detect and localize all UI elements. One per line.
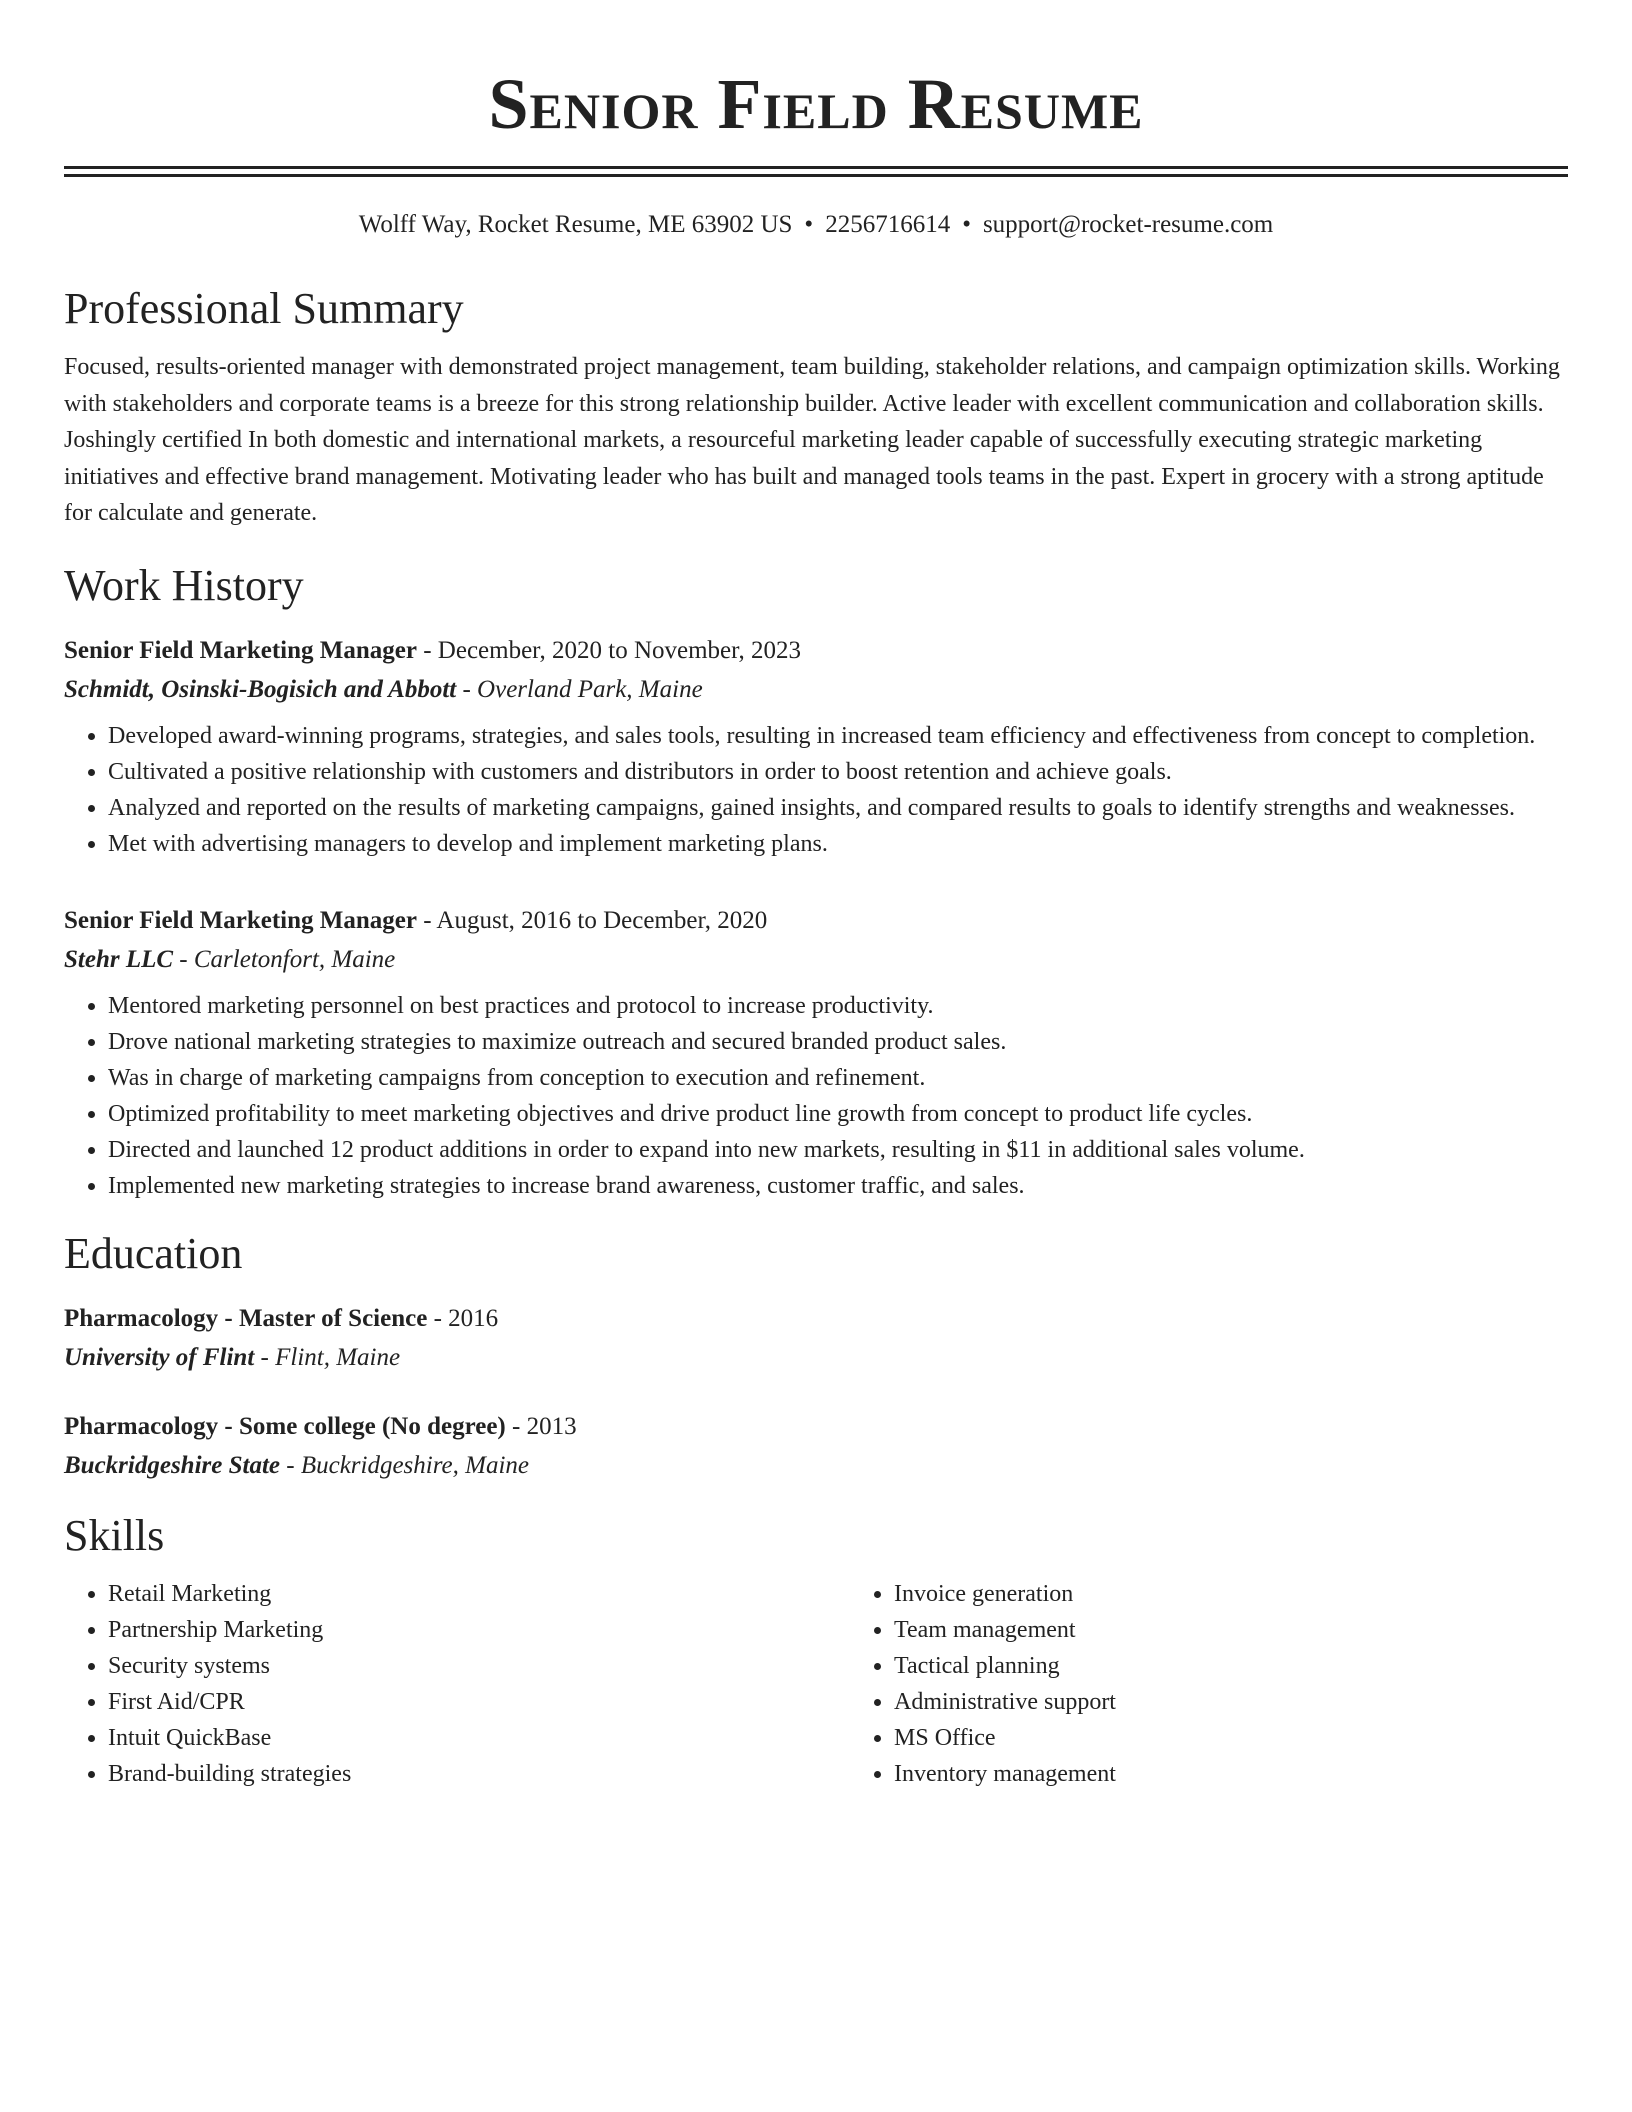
contact-phone: 2256716614 xyxy=(825,211,951,238)
school-line xyxy=(64,1446,1568,1486)
job-bullet: • Drove national marketing strategies to maximize outreach and secured branded product sales. xyxy=(108,1024,1568,1060)
job-dates: - December, 2020 to November, 2023 xyxy=(416,636,801,664)
skills-list-right xyxy=(850,1576,1116,1792)
job-bullet: • Developed award-winning programs, strategies, and sales tools, resulting in increased team efficiency and effectiveness from concept to completion. xyxy=(108,718,1568,754)
contact-separator: • xyxy=(804,211,814,238)
job-title: Senior Field Marketing Manager xyxy=(64,636,417,664)
school-location: - Flint, Maine xyxy=(254,1343,401,1371)
employer-name: Schmidt, Osinski-Bogisich and Abbott xyxy=(64,675,457,703)
school-name: Buckridgeshire State xyxy=(64,1451,280,1479)
job-title-line xyxy=(64,902,1568,940)
degree-name: Pharmacology - Master of Science xyxy=(64,1304,428,1332)
title-divider-top xyxy=(64,166,1568,169)
skills-columns xyxy=(64,1576,1568,1792)
job-bullets xyxy=(64,718,1568,862)
skill-item: • Inventory management xyxy=(894,1756,1116,1792)
summary-heading: Professional Summary xyxy=(64,284,464,333)
contact-address: Wolff Way, Rocket Resume, ME 63902 US xyxy=(358,211,793,238)
job-bullet: • Mentored marketing personnel on best practices and protocol to increase productivity. xyxy=(108,988,1568,1024)
skill-item: • Tactical planning xyxy=(894,1648,1116,1684)
employer-name: Stehr LLC xyxy=(64,945,174,973)
skill-item: • Intuit QuickBase xyxy=(108,1720,850,1756)
job-bullet: • Implemented new marketing strategies to increase brand awareness, customer traffic, and sales. xyxy=(108,1168,1568,1204)
job-bullet: • Was in charge of marketing campaigns from conception to execution and refinement. xyxy=(108,1060,1568,1096)
job-bullet: • Directed and launched 12 product additions in order to expand into new markets, resulting in $11 in additional sales volume. xyxy=(108,1132,1568,1168)
job-bullet: • Analyzed and reported on the results of marketing campaigns, gained insights, and compared results to goals to identify strengths and weaknesses. xyxy=(108,790,1568,826)
degree-name: Pharmacology - Some college (No degree) xyxy=(64,1412,506,1440)
skill-item: • Retail Marketing xyxy=(108,1576,850,1612)
education-entry xyxy=(64,1408,1568,1486)
skill-item: • MS Office xyxy=(894,1720,1116,1756)
skill-item: • Security systems xyxy=(108,1648,850,1684)
degree-line xyxy=(64,1300,1568,1338)
employer-location: - Overland Park, Maine xyxy=(456,675,703,703)
degree-year: - 2016 xyxy=(427,1304,499,1332)
school-line xyxy=(64,1338,1568,1378)
job-title-line xyxy=(64,632,1568,670)
skills-heading: Skills xyxy=(64,1510,165,1560)
skill-item: • First Aid/CPR xyxy=(108,1684,850,1720)
skill-item: • Invoice generation xyxy=(894,1576,1116,1612)
school-name: University of Flint xyxy=(64,1343,255,1371)
job-bullet: • Cultivated a positive relationship with customers and distributors in order to boost retention and achieve goals. xyxy=(108,754,1568,790)
job-entry xyxy=(64,902,1568,1204)
contact-line xyxy=(64,209,1568,241)
contact-separator: • xyxy=(962,211,971,238)
skill-item: • Brand-building strategies xyxy=(108,1756,850,1792)
education-heading: Education xyxy=(64,1228,243,1278)
education-entry xyxy=(64,1300,1568,1378)
work-history-heading: Work History xyxy=(64,560,304,610)
title-divider-bottom xyxy=(64,174,1568,177)
skills-list-left xyxy=(64,1576,850,1792)
job-bullets xyxy=(64,988,1568,1204)
summary-text: Focused, results-oriented manager with demonstrated project management, team building, stakeholder relations, and campaign optimization skills. Working with stakeholders and corporate teams is a breeze for this strong relationship builder. Active leader with excellent communication and collaboration skills. Joshingly certified In both domestic and international markets, a resourceful marketing leader capable of successfully executing strategic marketing initiatives and effective brand management. Motivating leader who has built and managed tools teams in the past. Expert in grocery with a strong aptitude for calculate and generate. xyxy=(64,354,1560,526)
employer-line xyxy=(64,670,1568,710)
degree-line xyxy=(64,1408,1568,1446)
job-title: Senior Field Marketing Manager xyxy=(64,906,417,934)
degree-year: - 2013 xyxy=(505,1412,577,1440)
skill-item: • Team management xyxy=(894,1612,1116,1648)
resume-title: Senior Field Resume xyxy=(488,64,1144,144)
job-dates: - August, 2016 to December, 2020 xyxy=(416,906,768,934)
employer-location: - Carletonfort, Maine xyxy=(173,945,396,973)
employer-line xyxy=(64,940,1568,980)
skill-item: • Partnership Marketing xyxy=(108,1612,850,1648)
job-entry xyxy=(64,632,1568,862)
contact-email: support@rocket-resume.com xyxy=(982,211,1274,238)
job-bullet: • Met with advertising managers to develop and implement marketing plans. xyxy=(108,826,1568,862)
job-bullet: • Optimized profitability to meet marketing objectives and drive product line growth from concept to product life cycles. xyxy=(108,1096,1568,1132)
skill-item: • Administrative support xyxy=(894,1684,1116,1720)
school-location: - Buckridgeshire, Maine xyxy=(280,1451,529,1479)
